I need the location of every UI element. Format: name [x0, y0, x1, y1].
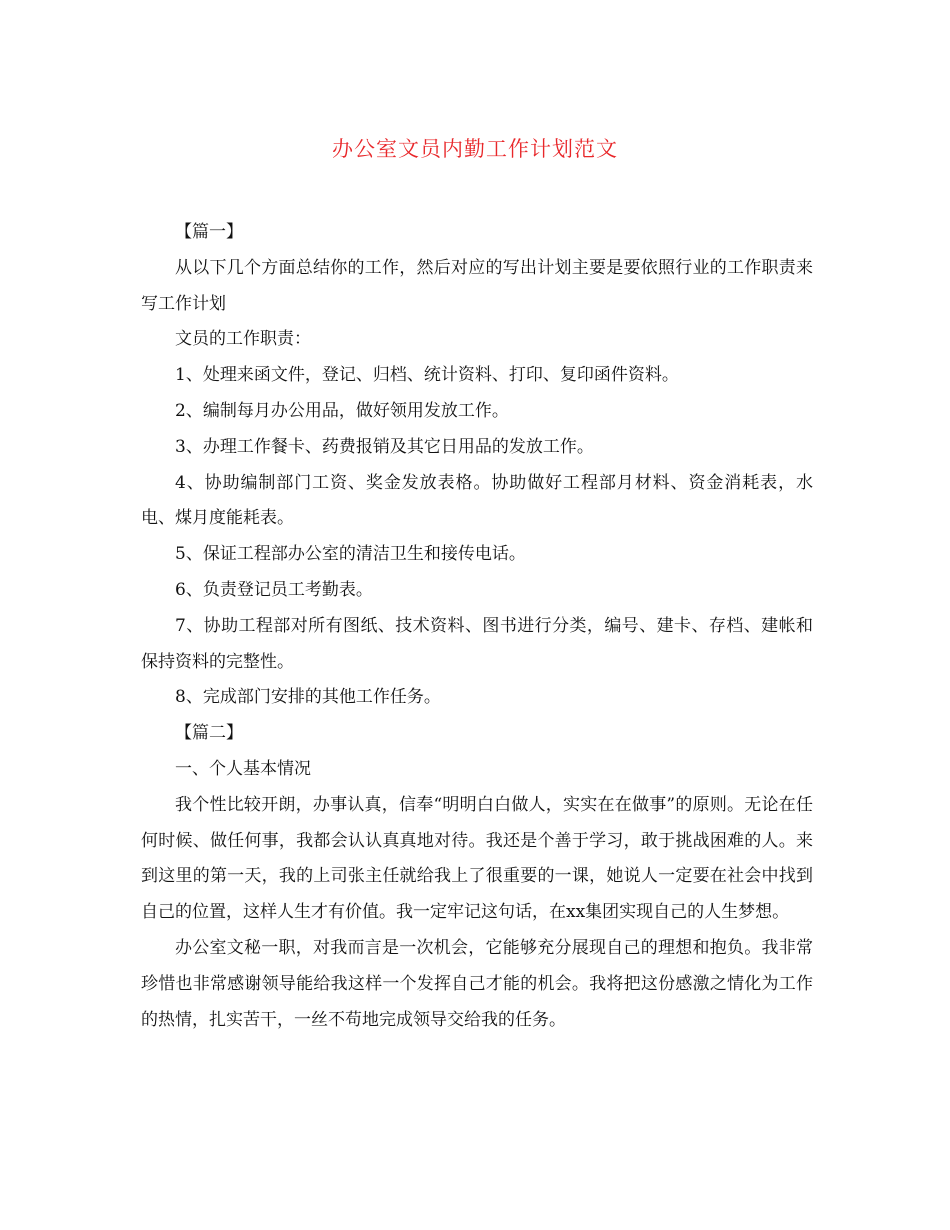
document-body	[141, 215, 813, 1038]
paragraph: 从以下几个方面总结你的工作，然后对应的写出计划主要是要依照行业的工作职责来写工作计划	[141, 257, 813, 314]
subsection-heading: 一、个人基本情况	[175, 758, 311, 779]
paragraph: 办公室文秘一职，对我而言是一次机会，它能够充分展现自己的理想和抱负。我非常珍惜也非常感谢领导能给我这样一个发挥自己才能的机会。我将把这份感激之情化为工作的热情，扎实苦干，一丝不苟地完成领导交给我的任务。	[141, 937, 813, 1030]
list-item: 3、办理工作餐卡、药费报销及其它日用品的发放工作。	[175, 436, 594, 457]
list-item: 7、协助工程部对所有图纸、技术资料、图书进行分类，编号、建卡、存档、建帐和保持资料的完整性。	[141, 615, 813, 672]
paragraph: 我个性比较开朗，办事认真，信奉“明明白白做人，实实在在做事”的原则。无论在任何时候、做任何事，我都会认认真真地对待。我还是个善于学习，敢于挑战困难的人。来到这里的第一天，我的上司张主任就给我上了很重要的一课，她说人一定要在社会中找到自己的位置，这样人生才有价值。我一定牢记这句话，在xx集团实现自己的人生梦想。	[141, 794, 813, 923]
document-title: 办公室文员内勤工作计划范文	[332, 137, 618, 161]
section-heading-2: 【篇二】	[175, 723, 243, 744]
paragraph: 文员的工作职责：	[175, 329, 311, 350]
list-item: 5、保证工程部办公室的清洁卫生和接传电话。	[175, 544, 526, 565]
section-heading-1: 【篇一】	[175, 222, 243, 242]
list-item: 4、协助编制部门工资、奖金发放表格。协助做好工程部月材料、资金消耗表，水电、煤月度能耗表。	[141, 472, 813, 529]
list-item: 6、负责登记员工考勤表。	[175, 579, 373, 600]
list-item: 2、编制每月办公用品，做好领用发放工作。	[175, 400, 509, 421]
list-item: 1、处理来函文件，登记、归档、统计资料、打印、复印函件资料。	[175, 365, 679, 386]
list-item: 8、完成部门安排的其他工作任务。	[175, 687, 441, 708]
